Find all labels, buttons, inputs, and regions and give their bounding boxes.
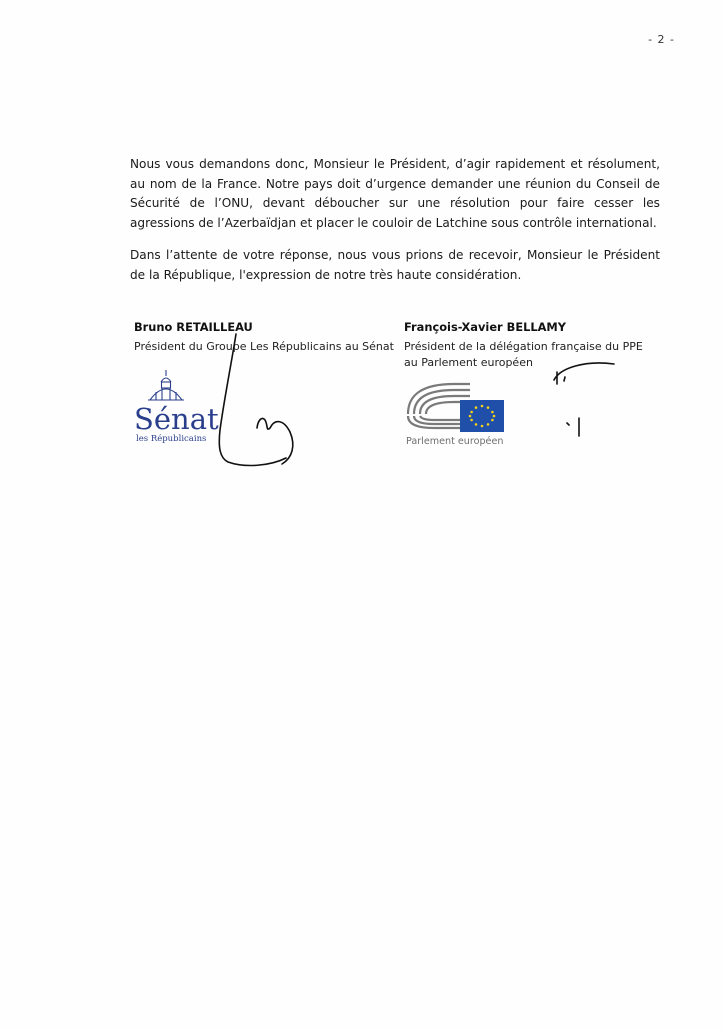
body-paragraph-closing: Dans l’attente de votre réponse, nous vous prions de recevoir, Monsieur le Président de la République, l'expression de notre très haute considération. (130, 248, 660, 282)
body-paragraph-request: Nous vous demandons donc, Monsieur le Président, d’agir rapidement et résolument, au nom de la France. Notre pays doit d’urgence demander une réunion du Conseil de Sécurité de l’ONU, devant déboucher sur une résolution pour faire cesser les agressions de l’Azerbaïdjan et placer le couloir de Latchine sous contrôle international. (130, 157, 660, 230)
signature-bellamy-arc (554, 363, 614, 380)
signatory-right-title-line1: Président de la délégation française du PPE (404, 340, 643, 353)
senat-logo-word: Sénat (134, 402, 219, 436)
signature-bellamy-mark2 (564, 377, 565, 381)
signature-retailleau-loop (257, 418, 293, 464)
signature-retailleau-stroke (219, 334, 286, 465)
signatory-right-name: François-Xavier BELLAMY (404, 320, 567, 334)
signatory-left-title: Président du Groupe Les Républicains au Sénat (134, 340, 394, 353)
signatory-right-title-line2: au Parlement européen (404, 356, 533, 369)
european-parliament-logo-label: Parlement européen (406, 436, 504, 447)
senat-logo-subtitle: les Républicains (136, 434, 207, 444)
page-number: - 2 - (648, 33, 675, 46)
signature-bellamy-mark3 (567, 423, 569, 425)
signatory-left-name: Bruno RETAILLEAU (134, 320, 253, 334)
